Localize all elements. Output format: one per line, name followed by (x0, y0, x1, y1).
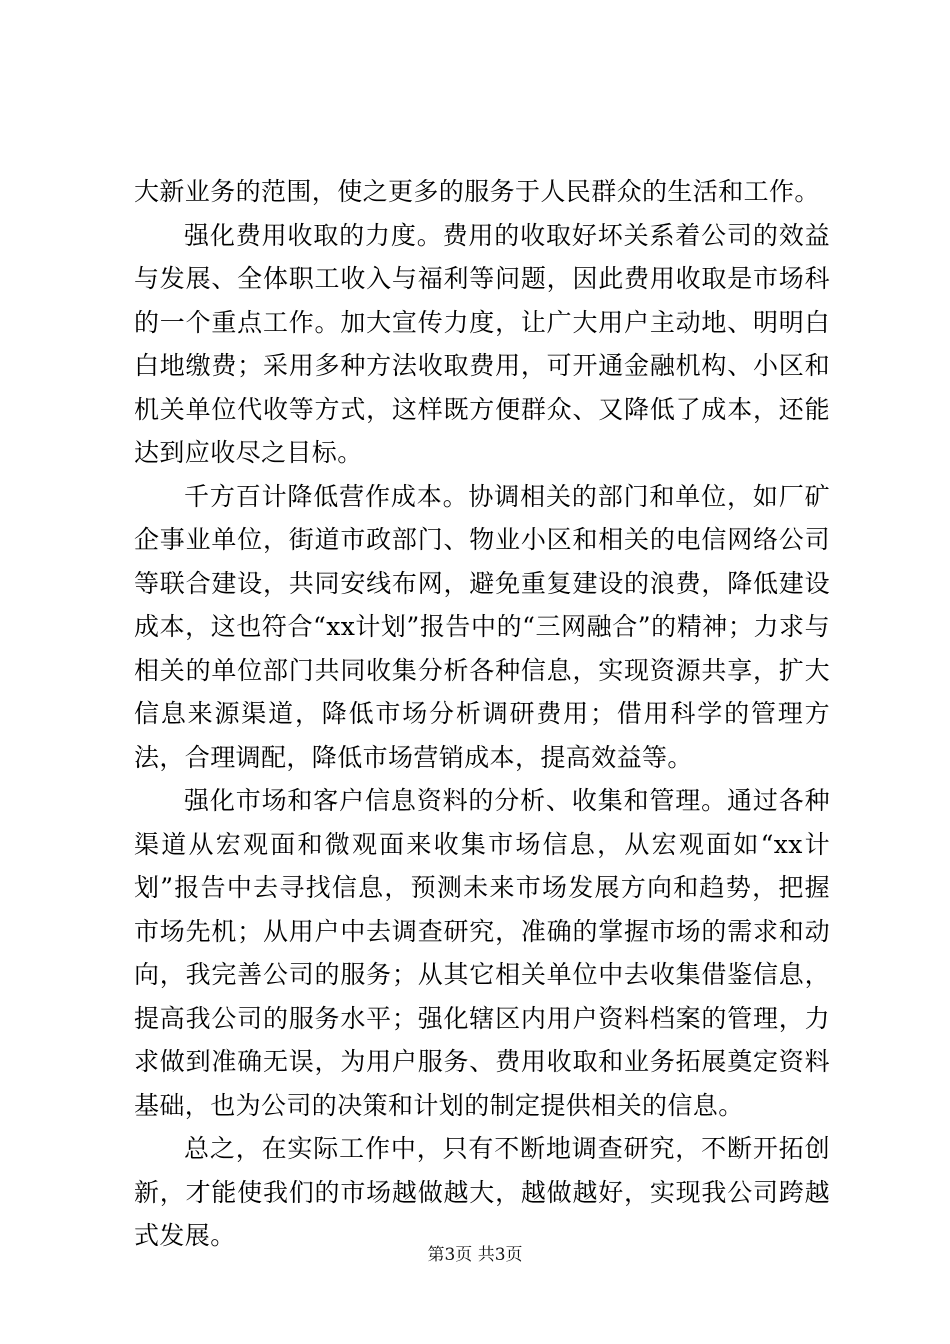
paragraph-reduce-costs: 千方百计降低营作成本。协调相关的部门和单位，如厂矿企事业单位，街道市政部门、物业小区和相关的电信网络公司等联合建设，共同安线布网，避免重复建设的浪费，降低建设成本，这也符合“xx计划”报告中的“三网融合”的精神；力求与相关的单位部门共同收集分析各种信息，实现资源共享，扩大信息来源渠道，降低市场分析调研费用；借用科学的管理方法，合理调配，降低市场营销成本，提高效益等。 (134, 481, 830, 772)
document-body (134, 170, 830, 1258)
paragraph-market-information: 强化市场和客户信息资料的分析、收集和管理。通过各种渠道从宏观面和微观面来收集市场信息，从宏观面如“xx计划”报告中去寻找信息，预测未来市场发展方向和趋势，把握市场先机；从用户中去调查研究，准确的掌握市场的需求和动向，我完善公司的服务；从其它相关单位中去收集借鉴信息，提高我公司的服务水平；强化辖区内用户资料档案的管理，力求做到准确无误，为用户服务、费用收取和业务拓展奠定资料基础，也为公司的决策和计划的制定提供相关的信息。 (134, 786, 830, 1120)
paragraph-conclusion: 总之，在实际工作中，只有不断地调查研究，不断开拓创新，才能使我们的市场越做越大，越做越好，实现我公司跨越式发展。 (134, 1134, 830, 1250)
page-number-footer: 第3页 共3页 (427, 1245, 523, 1265)
paragraph-fee-collection: 强化费用收取的力度。费用的收取好坏关系着公司的效益与发展、全体职工收入与福利等问题，因此费用收取是市场科的一个重点工作。加大宣传力度，让广大用户主动地、明明白白地缴费；采用多种方法收取费用，可开通金融机构、小区和机关单位代收等方式，这样既方便群众、又降低了成本，还能达到应收尽之目标。 (134, 220, 830, 467)
paragraph-continuation: 大新业务的范围，使之更多的服务于人民群众的生活和工作。 (134, 177, 820, 206)
